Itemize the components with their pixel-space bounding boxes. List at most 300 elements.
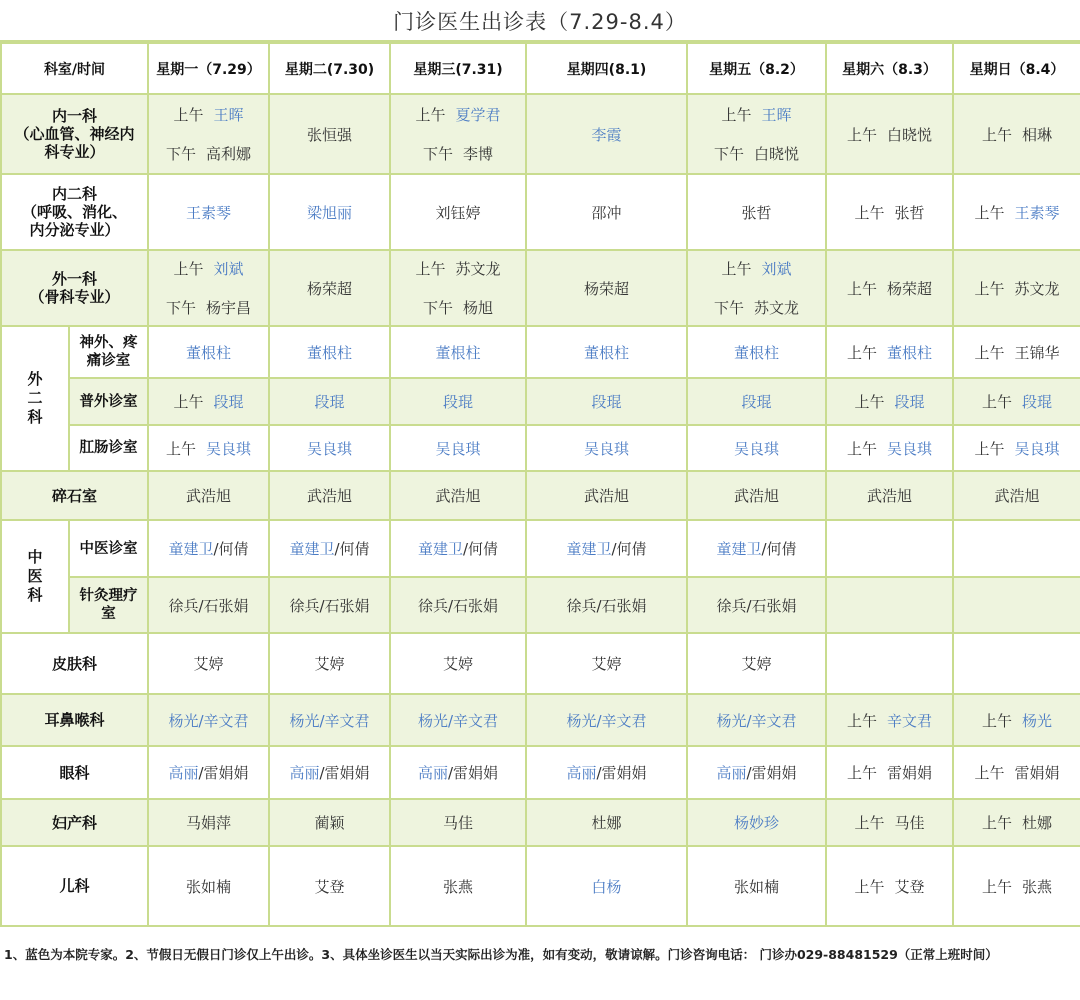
dept-pifu: 皮肤科: [1, 633, 148, 694]
doctor-name: 高丽: [168, 764, 199, 782]
shift-period: 上午: [974, 279, 1005, 298]
shift-entry: [954, 202, 1080, 223]
doctor-name: 董根柱: [583, 343, 629, 362]
schedule-cell: [148, 746, 269, 799]
shift-period: 上午: [981, 877, 1012, 896]
shift-entry: [688, 143, 825, 164]
shift-entry: [270, 595, 389, 616]
schedule-cell: [826, 378, 953, 425]
schedule-cell: [148, 174, 269, 250]
shift-entry: [827, 485, 952, 506]
dept-waike1: 外一科 （骨科专业）: [1, 250, 148, 326]
shift-entry: [527, 538, 686, 559]
shift-period: 下午: [713, 299, 744, 317]
shift-entry: [527, 876, 686, 897]
schedule-cell: [390, 250, 526, 326]
shift-entry: [391, 812, 525, 833]
shift-entry: [688, 104, 825, 125]
shift-entry: [149, 391, 268, 412]
schedule-row: [1, 471, 1080, 520]
header-day-thu: 星期四(8.1): [526, 43, 687, 94]
dept-fuchan: 妇产科: [1, 799, 148, 846]
doctor-name: 武浩旭: [185, 487, 231, 505]
shift-entry: [149, 342, 268, 363]
doctor-name: 雷娟娟: [887, 764, 933, 782]
shift-entry: [391, 485, 525, 506]
shift-entry: [149, 595, 268, 616]
doctor-name: 高丽: [417, 764, 448, 782]
doctor-name: /雷娟娟: [447, 764, 499, 782]
shift-entry: [954, 876, 1080, 897]
shift-entry: [391, 342, 525, 363]
doctor-name: 段琨: [213, 393, 244, 411]
doctor-name: 张燕: [1022, 877, 1053, 896]
schedule-cell: [953, 174, 1080, 250]
schedule-row: [1, 520, 1080, 577]
schedule-cell: [526, 326, 687, 378]
shift-entry: [688, 762, 825, 783]
schedule-cell: [526, 94, 687, 174]
schedule-cell: [953, 746, 1080, 799]
shift-entry: [688, 391, 825, 412]
doctor-name: 张恒强: [306, 125, 352, 144]
schedule-row: [1, 425, 1080, 471]
shift-entry: [149, 876, 268, 897]
doctor-name: 徐兵/石张娟: [417, 596, 499, 615]
schedule-cell: [148, 577, 269, 633]
doctor-name: 杨妙珍: [733, 814, 779, 832]
shift-entry: [391, 143, 525, 164]
doctor-name: 白晓悦: [754, 145, 800, 163]
doctor-name: 张如楠: [733, 877, 779, 896]
doctor-name: 段琨: [741, 393, 772, 411]
doctor-name: 艾婷: [193, 655, 224, 673]
shift-entry: [527, 653, 686, 674]
shift-entry: [688, 653, 825, 674]
shift-entry: [527, 812, 686, 833]
doctor-name: 吴良琪: [306, 439, 352, 458]
shift-entry: [149, 710, 268, 731]
doctor-name: 张哲: [894, 203, 925, 222]
shift-entry: [270, 710, 389, 731]
shift-entry: [527, 710, 686, 731]
doctor-name: 梁旭丽: [306, 203, 352, 222]
schedule-cell: [826, 577, 953, 633]
shift-period: 上午: [173, 393, 204, 411]
shift-entry: [149, 202, 268, 223]
shift-entry: [827, 438, 952, 459]
doctor-name: 杨光/辛文君: [716, 711, 797, 730]
doctor-name: 艾婷: [741, 655, 772, 673]
doctor-name: 马娟萍: [185, 814, 231, 832]
schedule-cell: [269, 471, 390, 520]
page-title: 门诊医生出诊表（7.29-8.4）: [0, 0, 1080, 42]
shift-entry: [954, 438, 1080, 459]
shift-entry: [391, 104, 525, 125]
doctor-name: 高丽: [716, 764, 747, 782]
doctor-name: 李霞: [591, 125, 622, 144]
shift-entry: [149, 812, 268, 833]
doctor-name: 吴良琪: [435, 439, 481, 458]
shift-entry: [270, 438, 389, 459]
schedule-cell: [687, 378, 826, 425]
schedule-cell: [269, 94, 390, 174]
doctor-name: 王晖: [761, 106, 792, 124]
shift-entry: [827, 391, 952, 412]
shift-entry: [391, 710, 525, 731]
schedule-cell: [826, 250, 953, 326]
doctor-name: 董根柱: [185, 343, 231, 362]
shift-entry: [827, 762, 952, 783]
doctor-name: 苏文龙: [754, 299, 800, 317]
shift-entry: [954, 278, 1080, 299]
shift-entry: [688, 595, 825, 616]
shift-period: 上午: [854, 393, 885, 411]
doctor-name: 杨旭: [463, 299, 494, 317]
doctor-name: /何倩: [334, 540, 370, 558]
doctor-name: 段琨: [314, 393, 345, 411]
shift-period: 上午: [974, 343, 1005, 362]
doctor-name: 艾婷: [591, 655, 622, 673]
shift-period: 上午: [846, 711, 877, 730]
shift-entry: [954, 485, 1080, 506]
doctor-name: 艾登: [314, 877, 345, 896]
schedule-cell: [953, 520, 1080, 577]
shift-entry: [149, 538, 268, 559]
shift-entry: [270, 391, 389, 412]
schedule-row: [1, 746, 1080, 799]
shift-entry: [688, 342, 825, 363]
header-day-tue: 星期二(7.30): [269, 43, 390, 94]
dept-shenwai: 神外、疼 痛诊室: [69, 326, 148, 378]
schedule-cell: [148, 471, 269, 520]
doctor-name: 武浩旭: [435, 487, 481, 505]
shift-entry: [149, 258, 268, 279]
doctor-name: 徐兵/石张娟: [168, 596, 249, 615]
dept-suishi: 碎石室: [1, 471, 148, 520]
schedule-cell: [390, 694, 526, 746]
schedule-cell: [526, 250, 687, 326]
doctor-name: 武浩旭: [733, 487, 779, 505]
shift-entry: [270, 653, 389, 674]
shift-period: 上午: [854, 814, 885, 832]
schedule-cell: [826, 633, 953, 694]
doctor-name: 高利娜: [206, 145, 252, 163]
schedule-cell: [269, 378, 390, 425]
shift-entry: [270, 812, 389, 833]
shift-entry: [527, 202, 686, 223]
shift-entry: [954, 342, 1080, 363]
doctor-name: 段琨: [591, 393, 622, 411]
schedule-cell: [687, 694, 826, 746]
doctor-name: 董根柱: [306, 343, 352, 362]
dept-group-waike2: 外 二 科: [1, 326, 69, 471]
schedule-cell: [526, 577, 687, 633]
schedule-row: [1, 250, 1080, 326]
doctor-name: 马佳: [442, 814, 473, 832]
shift-period: 下午: [422, 299, 453, 317]
shift-entry: [688, 258, 825, 279]
schedule-cell: [953, 471, 1080, 520]
schedule-cell: [269, 520, 390, 577]
shift-entry: [688, 438, 825, 459]
doctor-name: 苏文龙: [1014, 279, 1060, 298]
shift-entry: [954, 812, 1080, 833]
shift-entry: [688, 202, 825, 223]
schedule-row: [1, 633, 1080, 694]
shift-entry: [391, 595, 525, 616]
doctor-name: 杨荣超: [887, 279, 933, 298]
shift-entry: [954, 391, 1080, 412]
shift-entry: [391, 297, 525, 318]
shift-entry: [827, 342, 952, 363]
doctor-name: 董根柱: [887, 343, 933, 362]
schedule-cell: [687, 633, 826, 694]
schedule-cell: [526, 378, 687, 425]
doctor-name: 吴良琪: [887, 439, 933, 458]
doctor-name: 杨光/辛文君: [417, 711, 499, 730]
schedule-cell: [953, 326, 1080, 378]
doctor-name: 武浩旭: [866, 487, 912, 505]
shift-entry: [954, 710, 1080, 731]
doctor-name: 高丽: [289, 764, 320, 782]
doctor-name: 杨光/辛文君: [289, 711, 370, 730]
doctor-name: 夏学君: [455, 106, 501, 124]
schedule-cell: [390, 94, 526, 174]
schedule-cell: [269, 250, 390, 326]
schedule-cell: [953, 378, 1080, 425]
schedule-cell: [687, 577, 826, 633]
schedule-cell: [269, 633, 390, 694]
schedule-cell: [526, 471, 687, 520]
shift-entry: [270, 485, 389, 506]
shift-entry: [149, 438, 268, 459]
schedule-row: [1, 694, 1080, 746]
shift-entry: [688, 485, 825, 506]
schedule-cell: [953, 694, 1080, 746]
doctor-name: 童建卫: [289, 540, 335, 558]
schedule-cell: [148, 250, 269, 326]
shift-entry: [270, 202, 389, 223]
doctor-name: 徐兵/石张娟: [566, 596, 647, 615]
doctor-name: /雷娟娟: [746, 764, 797, 782]
shift-period: 上午: [854, 203, 885, 222]
shift-entry: [954, 762, 1080, 783]
shift-entry: [270, 876, 389, 897]
shift-entry: [391, 391, 525, 412]
header-day-fri: 星期五（8.2）: [687, 43, 826, 94]
doctor-name: 张燕: [442, 877, 473, 896]
doctor-name: 相琳: [1022, 125, 1053, 144]
shift-period: 上午: [974, 203, 1005, 222]
shift-entry: [527, 595, 686, 616]
dept-erke: 儿科: [1, 846, 148, 926]
shift-period: 下午: [165, 299, 196, 317]
shift-entry: [688, 876, 825, 897]
schedule-table: [0, 42, 1080, 927]
doctor-name: /何倩: [213, 540, 249, 558]
schedule-cell: [526, 746, 687, 799]
shift-period: 上午: [846, 343, 877, 362]
schedule-cell: [826, 471, 953, 520]
shift-period: 上午: [846, 439, 877, 458]
schedule-cell: [269, 174, 390, 250]
schedule-cell: [687, 326, 826, 378]
schedule-cell: [526, 425, 687, 471]
shift-entry: [827, 124, 952, 145]
shift-entry: [270, 762, 389, 783]
doctor-name: 蔺颖: [314, 814, 345, 832]
doctor-name: 辛文君: [887, 711, 933, 730]
schedule-cell: [687, 250, 826, 326]
schedule-cell: [269, 746, 390, 799]
schedule-cell: [269, 846, 390, 926]
shift-period: 上午: [846, 279, 877, 298]
shift-period: 下午: [422, 145, 453, 163]
shift-period: 上午: [981, 125, 1012, 144]
doctor-name: 吴良琪: [1014, 439, 1060, 458]
shift-period: 上午: [415, 106, 446, 124]
schedule-cell: [953, 633, 1080, 694]
schedule-cell: [148, 633, 269, 694]
shift-period: 上午: [981, 393, 1012, 411]
header-row: [1, 43, 1080, 94]
schedule-cell: [148, 94, 269, 174]
header-day-sun: 星期日（8.4）: [953, 43, 1080, 94]
shift-period: 下午: [165, 145, 196, 163]
doctor-name: 刘斌: [213, 260, 244, 278]
shift-entry: [391, 258, 525, 279]
doctor-name: /何倩: [611, 540, 647, 558]
shift-period: 上午: [165, 439, 196, 458]
doctor-name: 王晖: [213, 106, 244, 124]
doctor-name: 张哲: [741, 203, 772, 222]
doctor-name: 吴良琪: [583, 439, 629, 458]
doctor-name: 徐兵/石张娟: [289, 596, 370, 615]
shift-entry: [391, 762, 525, 783]
shift-entry: [527, 762, 686, 783]
doctor-name: 刘斌: [761, 260, 792, 278]
schedule-cell: [148, 326, 269, 378]
schedule-row: [1, 326, 1080, 378]
shift-entry: [527, 124, 686, 145]
doctor-name: 艾婷: [314, 655, 345, 673]
schedule-cell: [390, 378, 526, 425]
shift-entry: [149, 653, 268, 674]
dept-erbihou: 耳鼻喉科: [1, 694, 148, 746]
shift-period: 上午: [846, 764, 877, 782]
doctor-name: 吴良琪: [206, 439, 252, 458]
doctor-name: 杨荣超: [306, 279, 352, 298]
dept-puwai: 普外诊室: [69, 378, 148, 425]
schedule-cell: [953, 94, 1080, 174]
shift-entry: [954, 124, 1080, 145]
shift-period: 上午: [415, 260, 446, 278]
shift-entry: [827, 202, 952, 223]
schedule-row: [1, 577, 1080, 633]
shift-period: 上午: [981, 814, 1012, 832]
doctor-name: 杨宇昌: [206, 299, 252, 317]
schedule-cell: [953, 425, 1080, 471]
dept-yanke: 眼科: [1, 746, 148, 799]
doctor-name: 武浩旭: [994, 487, 1040, 505]
schedule-cell: [687, 799, 826, 846]
schedule-cell: [826, 799, 953, 846]
schedule-cell: [826, 520, 953, 577]
schedule-cell: [390, 174, 526, 250]
shift-period: 上午: [846, 125, 877, 144]
header-corner: 科室/时间: [1, 43, 148, 94]
schedule-cell: [687, 746, 826, 799]
doctor-name: 吴良琪: [733, 439, 779, 458]
doctor-name: 马佳: [894, 814, 925, 832]
schedule-cell: [148, 425, 269, 471]
doctor-name: 杨光: [1022, 711, 1053, 730]
schedule-cell: [269, 694, 390, 746]
header-day-wed: 星期三(7.31): [390, 43, 526, 94]
schedule-cell: [826, 174, 953, 250]
shift-entry: [149, 297, 268, 318]
shift-entry: [688, 710, 825, 731]
shift-entry: [270, 342, 389, 363]
schedule-cell: [826, 425, 953, 471]
shift-entry: [270, 538, 389, 559]
doctor-name: 苏文龙: [455, 260, 501, 278]
shift-entry: [827, 278, 952, 299]
doctor-name: 童建卫: [168, 540, 214, 558]
dept-zhenjiu: 针灸理疗 室: [69, 577, 148, 633]
shift-entry: [270, 124, 389, 145]
shift-entry: [391, 876, 525, 897]
doctor-name: 王锦华: [1014, 343, 1060, 362]
doctor-name: /何倩: [761, 540, 797, 558]
schedule-cell: [390, 846, 526, 926]
doctor-name: 艾婷: [442, 655, 473, 673]
schedule-cell: [390, 746, 526, 799]
doctor-name: 段琨: [894, 393, 925, 411]
doctor-name: 高丽: [566, 764, 597, 782]
schedule-cell: [687, 520, 826, 577]
schedule-cell: [269, 799, 390, 846]
schedule-cell: [148, 520, 269, 577]
header-day-mon: 星期一（7.29）: [148, 43, 269, 94]
doctor-name: 杨光/辛文君: [566, 711, 647, 730]
shift-entry: [527, 278, 686, 299]
shift-entry: [827, 710, 952, 731]
shift-entry: [391, 538, 525, 559]
shift-entry: [391, 202, 525, 223]
schedule-cell: [953, 799, 1080, 846]
schedule-row: [1, 799, 1080, 846]
doctor-name: 董根柱: [733, 343, 779, 362]
shift-entry: [391, 653, 525, 674]
header-day-sat: 星期六（8.3）: [826, 43, 953, 94]
shift-period: 上午: [173, 106, 204, 124]
shift-entry: [827, 876, 952, 897]
schedule-cell: [687, 425, 826, 471]
schedule-row: [1, 846, 1080, 926]
shift-period: 下午: [713, 145, 744, 163]
doctor-name: 段琨: [442, 393, 473, 411]
shift-entry: [527, 438, 686, 459]
dept-zhongyi-zhenshi: 中医诊室: [69, 520, 148, 577]
schedule-cell: [526, 520, 687, 577]
doctor-name: 武浩旭: [583, 487, 629, 505]
shift-entry: [391, 438, 525, 459]
shift-entry: [527, 342, 686, 363]
shift-entry: [149, 762, 268, 783]
dept-neike2: 内二科 （呼吸、消化、 内分泌专业）: [1, 174, 148, 250]
